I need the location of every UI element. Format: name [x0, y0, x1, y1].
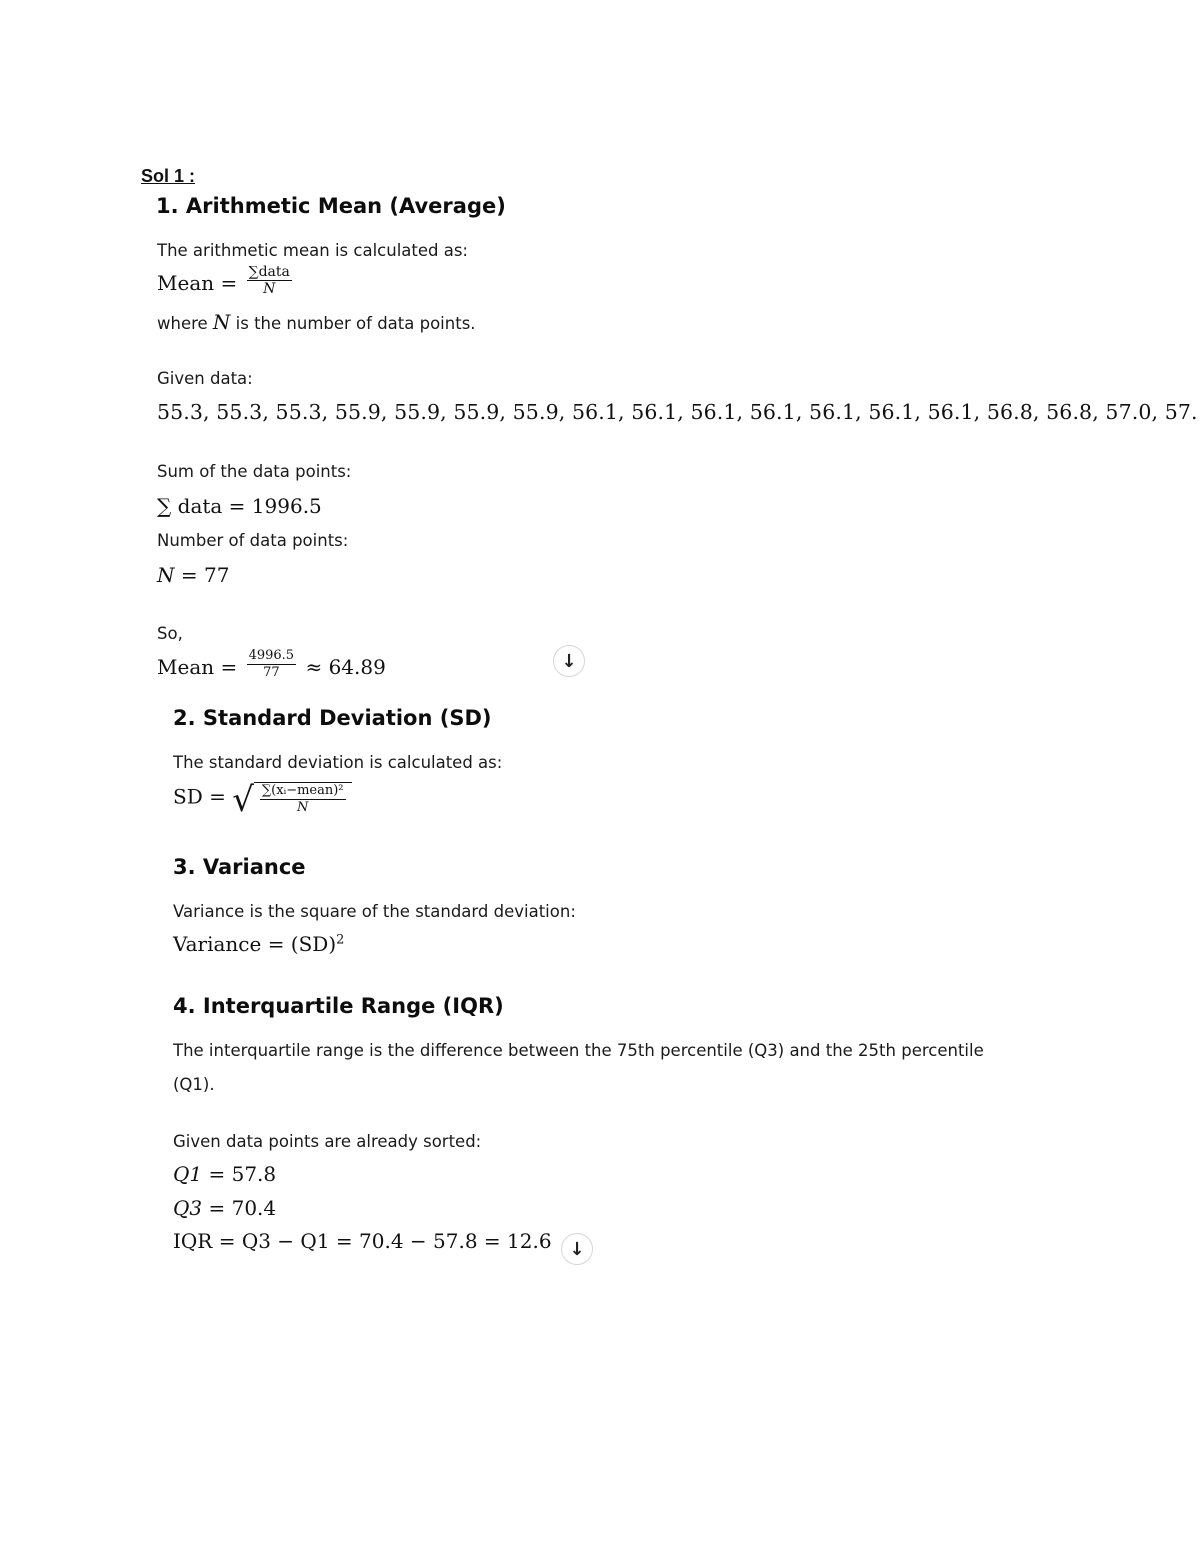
sd-formula-numerator: ∑(xᵢ−mean)² [261, 783, 344, 798]
section-title-sd: 2. Standard Deviation (SD) [173, 706, 492, 730]
section-title-variance: 3. Variance [173, 855, 306, 879]
mean-result-value: ≈ 64.89 [305, 655, 386, 679]
mean-formula-numerator: ∑data [248, 264, 290, 280]
sd-formula-radicand [254, 782, 352, 816]
variance-formula-base: Variance = (SD) [173, 932, 337, 956]
mean-result-denominator: 77 [263, 665, 280, 680]
section-title-iqr: 4. Interquartile Range (IQR) [173, 994, 504, 1018]
mean-result-fraction [247, 648, 297, 681]
sd-formula-fraction [260, 783, 346, 816]
sd-formula-sqrt [232, 780, 351, 820]
sd-formula [173, 780, 352, 820]
scroll-down-button[interactable] [553, 645, 585, 677]
mean-formula-lhs: Mean = [157, 271, 238, 295]
where-suffix: is the number of data points. [230, 314, 476, 333]
mean-result-lhs: Mean = [157, 655, 238, 679]
where-variable: N [212, 310, 231, 334]
section-title-mean: 1. Arithmetic Mean (Average) [156, 194, 506, 218]
sd-formula-denominator: N [297, 800, 309, 815]
sorted-label: Given data points are already sorted: [173, 1132, 482, 1151]
sd-intro-text: The standard deviation is calculated as: [173, 753, 503, 772]
mean-result-formula [157, 648, 386, 685]
sd-formula-lhs: SD = [173, 784, 226, 809]
mean-formula-denominator: N [263, 281, 276, 297]
arrow-down-icon: ↓ [569, 1238, 585, 1260]
mean-where-text [157, 310, 476, 334]
document-label: Sol 1 : [141, 166, 196, 186]
q1-value: = 57.8 [202, 1162, 277, 1186]
count-label: Number of data points: [157, 531, 349, 550]
mean-formula-fraction [247, 264, 292, 297]
data-values-list: 55.3, 55.3, 55.3, 55.9, 55.9, 55.9, 55.9, 56.1, 56.1, 56.1, 56.1, 56.1, 56.1, 56.1, 56.8, 56.8, 57.0, 57. [157, 400, 1198, 424]
scroll-down-button-2[interactable] [561, 1233, 593, 1265]
mean-result-numerator: 4996.5 [248, 648, 295, 663]
so-label: So, [157, 624, 183, 643]
count-formula [157, 563, 229, 587]
q1-formula [173, 1162, 276, 1186]
variance-intro-text: Variance is the square of the standard deviation: [173, 902, 576, 921]
q3-variable: Q3 [173, 1196, 203, 1220]
sum-label: Sum of the data points: [157, 462, 352, 481]
mean-intro-text: The arithmetic mean is calculated as: [157, 241, 468, 260]
iqr-formula: IQR = Q3 − Q1 = 70.4 − 57.8 = 12.6 [173, 1229, 552, 1253]
mean-formula [157, 264, 295, 301]
q1-variable: Q1 [173, 1162, 203, 1186]
arrow-down-icon: ↓ [561, 650, 577, 672]
given-data-label: Given data: [157, 369, 253, 388]
count-value: = 77 [174, 563, 230, 587]
count-variable: N [157, 563, 175, 587]
iqr-intro-line-1: The interquartile range is the difference between the 75th percentile (Q3) and the 25th percentile [173, 1041, 984, 1060]
sqrt-icon: √ [232, 780, 254, 820]
q3-value: = 70.4 [202, 1196, 277, 1220]
q3-formula [173, 1196, 276, 1220]
variance-formula-exponent: 2 [336, 932, 345, 948]
where-prefix: where [157, 314, 213, 333]
sum-formula: ∑ data = 1996.5 [157, 494, 322, 518]
iqr-intro-line-2: (Q1). [173, 1075, 215, 1094]
variance-formula [173, 932, 344, 956]
